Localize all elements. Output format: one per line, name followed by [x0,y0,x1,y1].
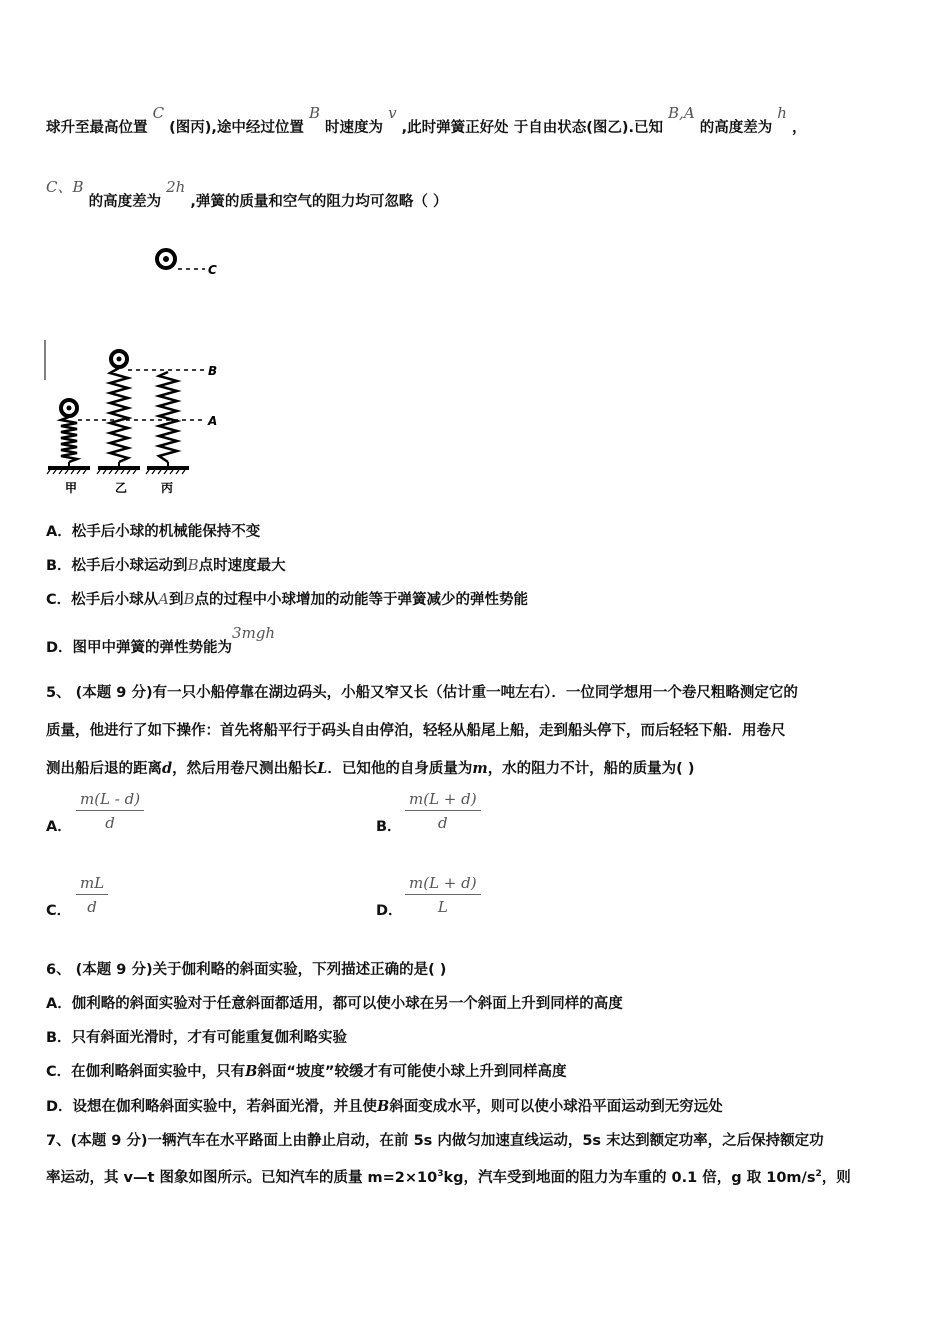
math-2h: 2h [166,178,186,196]
q7-stem-line1: 7、(本题 9 分)一辆汽车在水平路面上由静止启动，在前 5s 内做匀加速直线运动，5s 末达到额定功率，之后保持额定功 [46,1133,824,1149]
math-b: B [308,104,320,122]
q4-option-d: D．图甲中弹簧的弹性势能为3mgh [46,624,276,656]
label-b: B [208,364,218,378]
q5-option-a-label: A． [46,819,72,835]
q6-option-a: A．伽利略的斜面实验对于任意斜面都适用，都可以使小球在另一个斜面上升到同样的高度 [46,996,623,1012]
q4-option-c: C．松手后小球从A到B点的过程中小球增加的动能等于弹簧减少的弹性势能 [46,590,529,608]
q6-option-b: B．只有斜面光滑时，才有可能重复伽利略实验 [46,1030,348,1046]
spring-ball-figure [40,240,240,500]
q4-stem-line2: C、B 的高度差为 2h ,弹簧的质量和空气的阻力均可忽略（ ） [46,178,448,210]
q4-option-b: B．松手后小球运动到B点时速度最大 [46,556,286,574]
caption-bing: 丙 [161,481,174,495]
spring-yi [110,368,128,462]
q5-option-d-fraction: $\frac{m(L + d)}{L}$ [405,874,481,916]
q7-stem-line2: 率运动，其 v—t 图象如图所示。已知汽车的质量 $m=2\times 10^3kg$，汽车受到地面的阻力为车重的 0.1 倍，g 取 $10m/s^2$，则 [46,1169,851,1186]
q5-option-b-label: B． [376,819,402,835]
math-cb: C、B [46,178,84,196]
math-h: h [777,104,787,122]
caption-jia: 甲 [65,481,78,495]
q5-option-d-label: D． [376,903,403,919]
q5-option-b-fraction: $\frac{m(L + d)}{d}$ [405,790,481,832]
label-a: A [208,414,218,428]
q5-stem-line2: 质量，他进行了如下操作：首先将船平行于码头自由停泊，轻轻从船尾上船，走到船头停下，而后轻轻下船．用卷尺 [46,723,786,739]
base-jia [48,466,90,470]
q5-option-a-fraction: $\frac{m(L - d)}{d}$ [76,790,144,832]
q5-option-c-fraction: $\frac{mL}{d}$ [76,874,108,916]
base-yi [98,466,140,470]
q4-stem-line1: 球升至最高位置 C (图丙),途中经过位置 B 时速度为 v ,此时弹簧正好处 于自由状态(图乙).已知 B,A 的高度差为 h ， [46,104,807,136]
spring-jia [61,417,77,462]
q6-option-c: C．在伽利略斜面实验中，只有B斜面“坡度”较缓才有可能使小球上升到同样高度 [46,1063,567,1080]
q6-option-d: D．设想在伽利略斜面实验中，若斜面光滑，并且使B斜面变成水平，则可以使小球沿平面运动到无穷远处 [46,1098,723,1115]
caption-yi: 乙 [115,481,128,495]
q6-stem: 6、 (本题 9 分)关于伽利略的斜面实验，下列描述正确的是( ) [46,962,447,978]
spring-bing [159,372,177,462]
base-bing [147,466,189,470]
math-c: C [152,104,165,122]
math-v: v [388,104,397,122]
label-c: C [208,263,217,277]
q5-stem-line3: 测出船后退的距离d，然后用卷尺测出船长L．已知他的自身质量为m，水的阻力不计，船的质量为( ) [46,760,695,777]
q5-option-c-label: C． [46,903,72,919]
q4-option-a: A．松手后小球的机械能保持不变 [46,524,261,540]
math-ba: B,A [668,104,695,122]
q5-stem-line1: 5、 (本题 9 分)有一只小船停靠在湖边码头，小船又窄又长（估计重一吨左右）．一位同学想用一个卷尺粗略测定它的 [46,685,798,701]
